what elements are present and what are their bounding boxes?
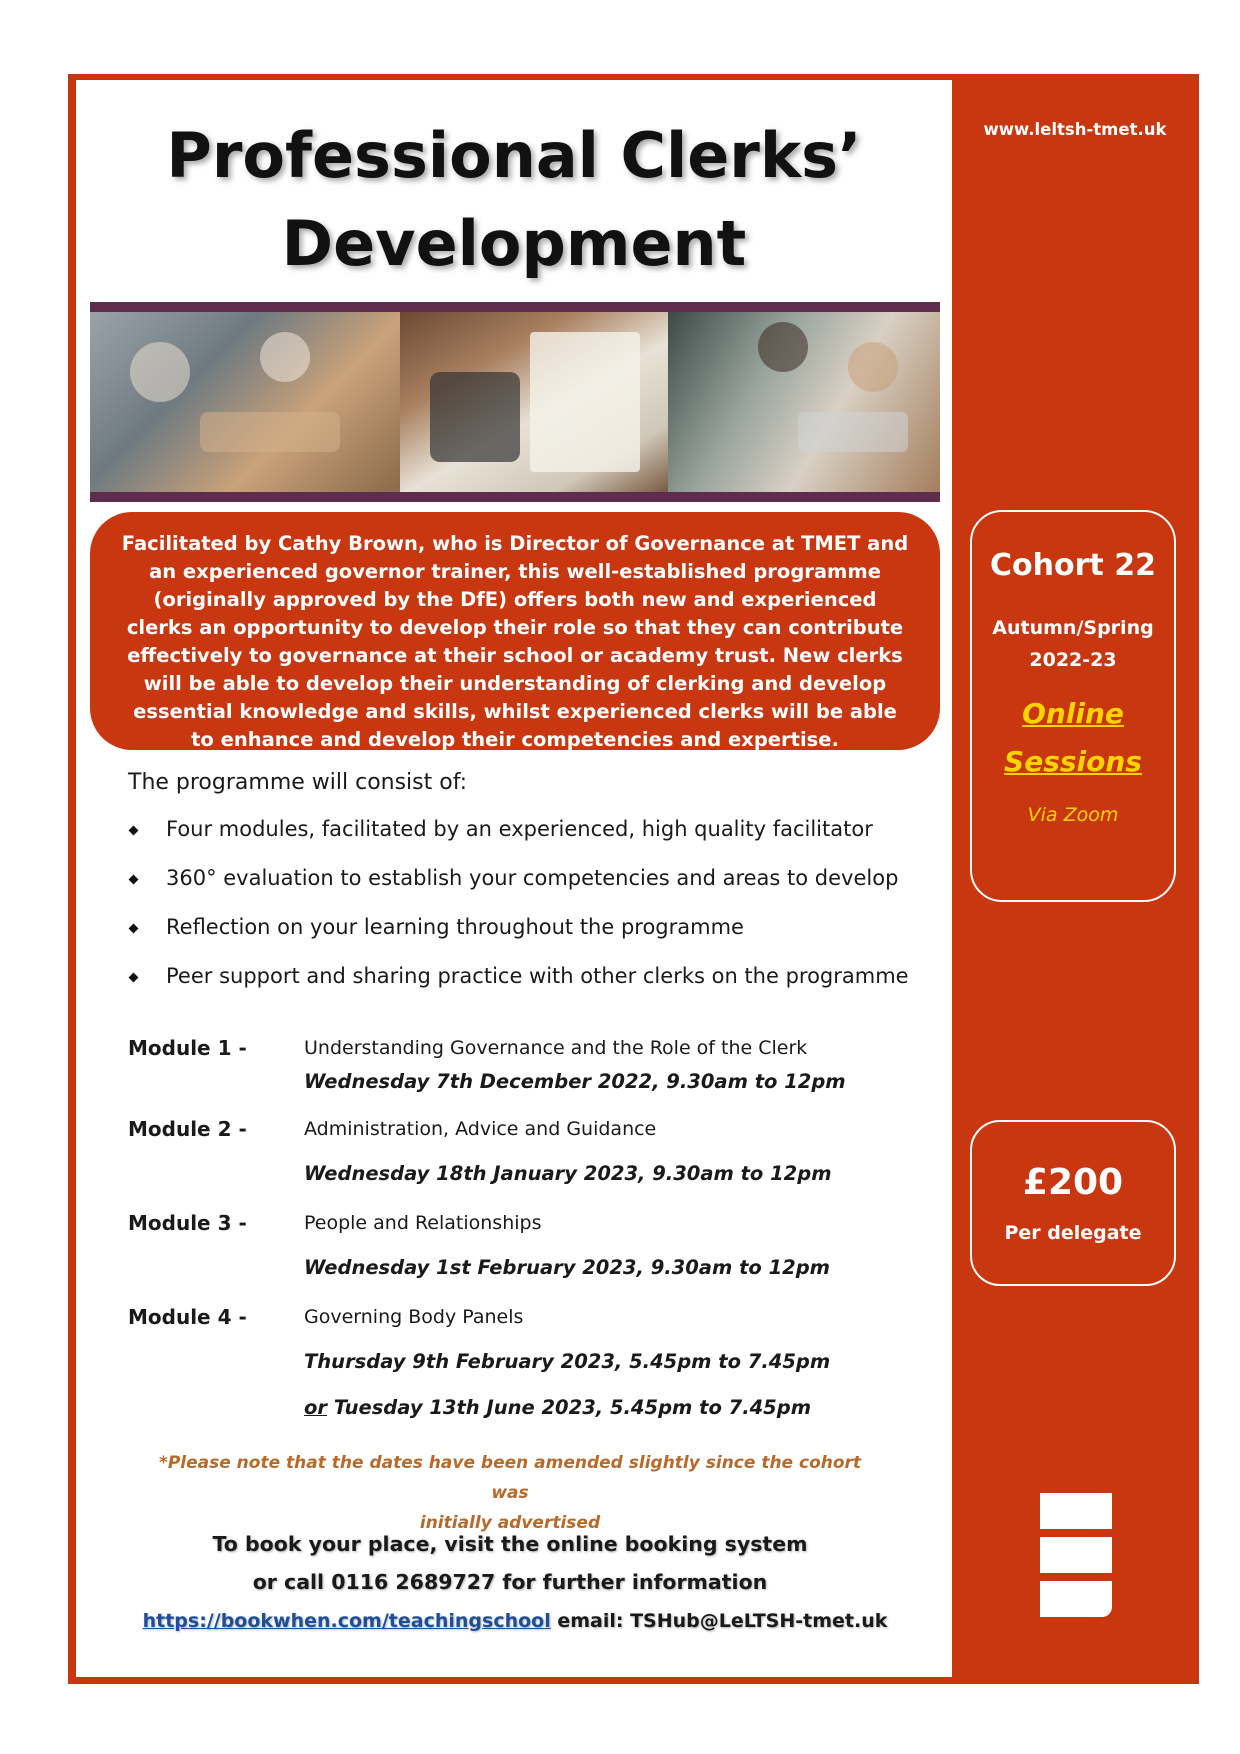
email-text: email: TSHub@LeLTSH-tmet.uk xyxy=(550,1610,888,1632)
module-name: Governing Body Panels xyxy=(304,1306,524,1328)
price-per: Per delegate xyxy=(1004,1222,1142,1244)
programme-heading: The programme will consist of: xyxy=(128,770,468,795)
online-sessions: Online Sessions xyxy=(1004,697,1142,778)
diamond-bullet-icon xyxy=(129,973,139,983)
module-name: Administration, Advice and Guidance xyxy=(304,1118,657,1140)
module-date: Wednesday 1st February 2023, 9.30am to 12pm xyxy=(304,1256,830,1279)
diamond-bullet-icon xyxy=(129,875,139,885)
title-line-2: Development xyxy=(281,207,747,280)
module-date: Thursday 9th February 2023, 5.45pm to 7.45pm xyxy=(304,1350,831,1373)
cohort-term: Autumn/Spring 2022-23 xyxy=(992,617,1154,671)
list-item: Reflection on your learning throughout the programme xyxy=(128,913,909,962)
contact-line xyxy=(120,1610,910,1632)
diamond-bullet-icon xyxy=(129,826,139,836)
booking-link[interactable]: https://bookwhen.com/teachingschool xyxy=(142,1610,551,1632)
list-item: Four modules, facilitated by an experienced, high quality facilitator xyxy=(128,815,909,864)
module-name: People and Relationships xyxy=(304,1212,542,1234)
module-name: Understanding Governance and the Role of the Clerk xyxy=(304,1037,808,1059)
module-label: Module 1 - xyxy=(128,1036,247,1060)
intro-text: Facilitated by Cathy Brown, who is Director of Governance at TMET and an experienced governor trainer, this well-established programme (originally approved by the DfE) offers both new and experienced clerks an opportunity to develop their role so that they can contribute effectively to governance at their school or academy trust. New clerks will be able to develop their understanding of clerking and develop essential knowledge and skills, whilst experienced clerks will be able to enhance and develop their competencies and expertise. xyxy=(121,532,909,751)
module-label: Module 2 - xyxy=(128,1117,247,1141)
price-amount: £200 xyxy=(1022,1162,1124,1203)
discussion-photo xyxy=(668,312,940,492)
price-box xyxy=(970,1120,1176,1286)
module-label: Module 4 - xyxy=(128,1305,247,1329)
cohort-title: Cohort 22 xyxy=(990,548,1156,583)
module-alt-date: or Tuesday 13th June 2023, 5.45pm to 7.45pm xyxy=(304,1396,812,1419)
dates-note: *Please note that the dates have been amended slightly since the cohort was initially advertised xyxy=(158,1453,862,1533)
meeting-photo xyxy=(90,312,400,492)
tmet-logo-icon xyxy=(1040,1493,1112,1617)
booking-info: To book your place, visit the online booking system or call 0116 2689727 for further information xyxy=(212,1532,808,1594)
module-date: Wednesday 18th January 2023, 9.30am to 12pm xyxy=(304,1162,832,1185)
website-url: www.leltsh-tmet.uk xyxy=(983,120,1167,139)
list-item: 360° evaluation to establish your competencies and areas to develop xyxy=(128,864,909,913)
intro-box xyxy=(90,512,940,750)
module-date: Wednesday 7th December 2022, 9.30am to 12pm xyxy=(304,1070,846,1093)
programme-list xyxy=(128,815,909,1011)
via-zoom: Via Zoom xyxy=(1027,804,1119,826)
cohort-box xyxy=(970,510,1176,902)
photo-banner xyxy=(90,302,940,502)
diamond-bullet-icon xyxy=(129,924,139,934)
or-word: or xyxy=(304,1396,328,1419)
title-line-1: Professional Clerks’ xyxy=(166,119,862,192)
list-item: Peer support and sharing practice with other clerks on the programme xyxy=(128,962,909,1011)
module-label: Module 3 - xyxy=(128,1211,247,1235)
calculator-photo xyxy=(400,312,668,492)
